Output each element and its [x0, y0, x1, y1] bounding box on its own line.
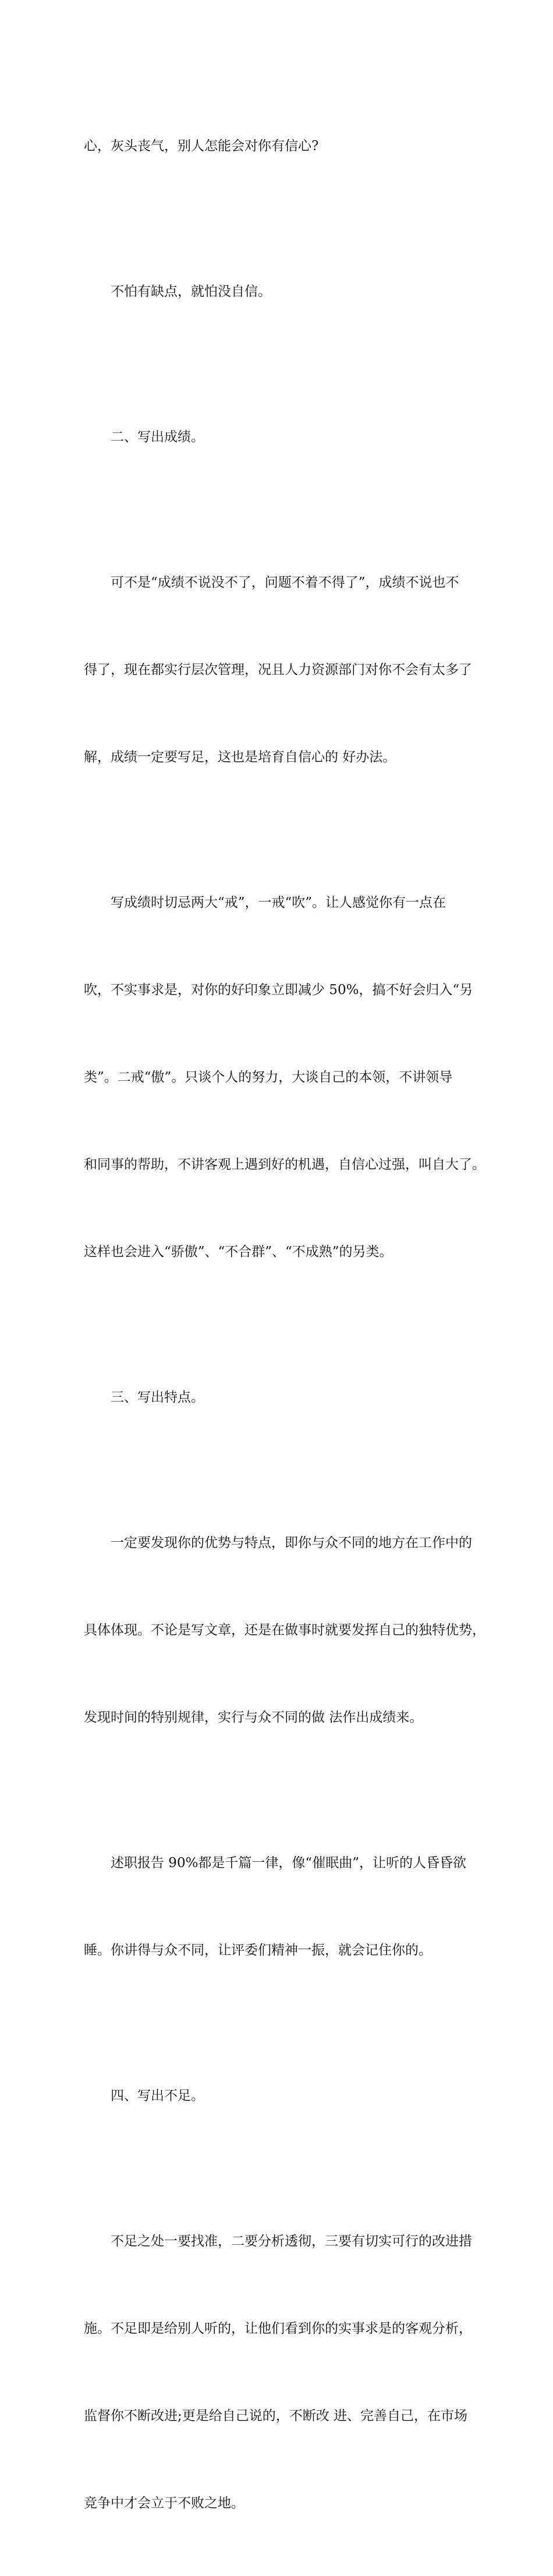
text-line: 三、写出特点。 — [111, 1390, 204, 1405]
text-line: 可不是“成绩不说没不了，问题不着不得了”，成绩不说也不 — [111, 575, 459, 590]
paragraph — [84, 1470, 485, 1790]
text-line: 这样也会进入“骄傲”、“不合群”、“不成熟”的另类。 — [84, 1244, 393, 1259]
text-line: 类”。二戒“傲”。只谈个人的努力，大谈自己的本领，不讲领导 — [84, 1070, 453, 1085]
text-line: 心，灰头丧气，别人怎能会对你有信心? — [84, 139, 319, 154]
paragraph — [84, 830, 485, 1325]
text-line: 不足之处一要找准，二要分析透彻，三要有切实可行的改进措 — [111, 2234, 472, 2249]
section-heading — [84, 364, 475, 510]
text-line: 和同事的帮助，不讲客观上遇到好的机遇，自信心过强，叫自大了。 — [84, 1157, 485, 1172]
paragraph — [84, 1790, 475, 2023]
paragraph — [84, 219, 475, 364]
text-line: 得了，现在都实行层次管理，况且人力资源部门对你不会有太多了 — [84, 662, 472, 677]
text-line: 吹，不实事求是，对你的好印象立即减少 50%，搞不好会归入“另 — [84, 982, 473, 998]
text-line: 发现时间的特别规律，实行与众不同的做 法作出成绩来。 — [84, 1710, 423, 1725]
text-line: 四、写出不足。 — [111, 2088, 204, 2103]
paragraph — [84, 73, 475, 219]
text-line: 二、写出成绩。 — [111, 430, 204, 445]
paragraph — [84, 2169, 475, 2576]
paragraph — [84, 510, 475, 830]
document-body — [84, 73, 485, 2576]
text-line: 不怕有缺点，就怕没自信。 — [111, 284, 271, 299]
text-line: 一定要发现你的优势与特点，即你与众不同的地方在工作中的 — [111, 1535, 472, 1550]
section-heading — [84, 2023, 475, 2169]
text-line: 具体体现。不论是写文章，还是在做事时就要发挥自己的独特优势， — [84, 1623, 485, 1638]
text-line: 睡。你讲得与众不同，让评委们精神一振，就会记住你的。 — [84, 1943, 432, 1958]
section-heading — [84, 1325, 475, 1470]
text-line: 述职报告 90%都是千篇一律，像“催眠曲”，让听的人昏昏欲 — [111, 1855, 466, 1871]
text-line: 竞争中才会立于不败之地。 — [84, 2496, 244, 2511]
text-line: 监督你不断改进;更是给自己说的，不断改 进、完善自己，在市场 — [84, 2408, 468, 2424]
text-line: 写成绩时切忌两大“戒”，一戒“吹”。让人感觉你有一点在 — [111, 895, 446, 910]
text-line: 施。不足即是给别人听的，让他们看到你的实事求是的客观分析， — [84, 2321, 472, 2336]
text-line: 解，成绩一定要写足，这也是培育自信心的 好办法。 — [84, 750, 396, 765]
